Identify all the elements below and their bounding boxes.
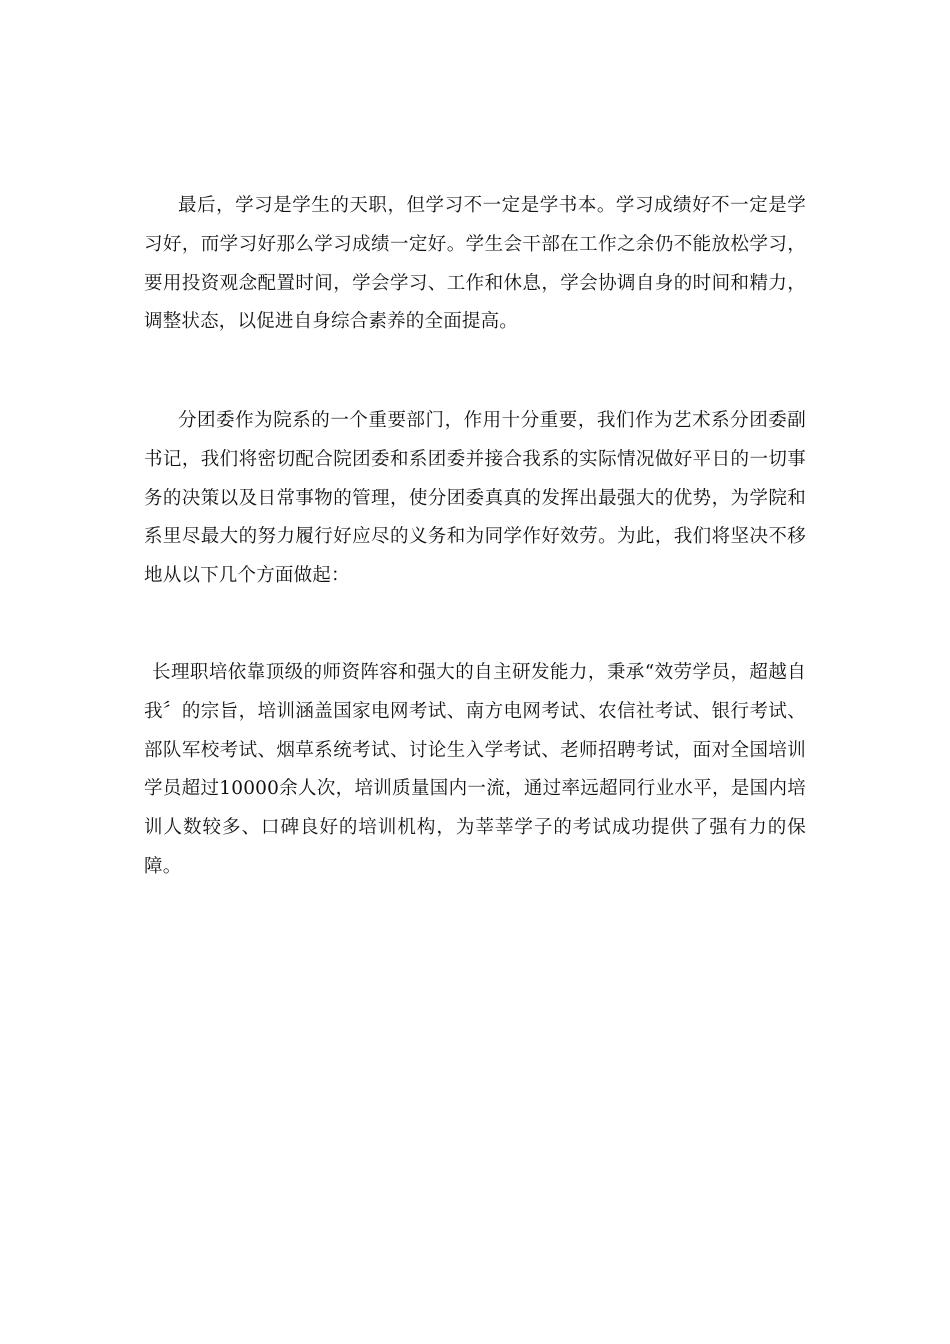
paragraph-training-institution: 长理职培依靠顶级的师资阵容和强大的自主研发能力，秉承“效劳学员，超越自我〞的宗旨，培训涵盖国家电网考试、南方电网考试、农信社考试、银行考试、部队军校考试、烟草系统考试、讨论生入学考试、老师招聘考试，面对全国培训学员超过10000余人次，培训质量国内一流，通过率远超同行业水平，是国内培训人数较多、口碑良好的培训机构，为莘莘学子的考试成功提供了强有力的保障。 (144, 662, 806, 877)
paragraph-youth-league: 分团委作为院系的一个重要部门，作用十分重要，我们作为艺术系分团委副书记，我们将密切配合院团委和系团委并接合我系的实际情况做好平日的一切事务的决策以及日常事物的管理，使分团委真真的发挥出最强大的优势，为学院和系里尽最大的努力履行好应尽的义务和为同学作好效劳。为此，我们将坚决不移地从以下几个方面做起： (144, 410, 806, 587)
paragraph-study: 最后，学习是学生的天职，但学习不一定是学书本。学习成绩好不一定是学习好，而学习好那么学习成绩一定好。学生会干部在工作之余仍不能放松学习，要用投资观念配置时间，学会学习、工作和休息，学会协调自身的时间和精力，调整状态，以促进自身综合素养的全面提高。 (144, 195, 806, 333)
